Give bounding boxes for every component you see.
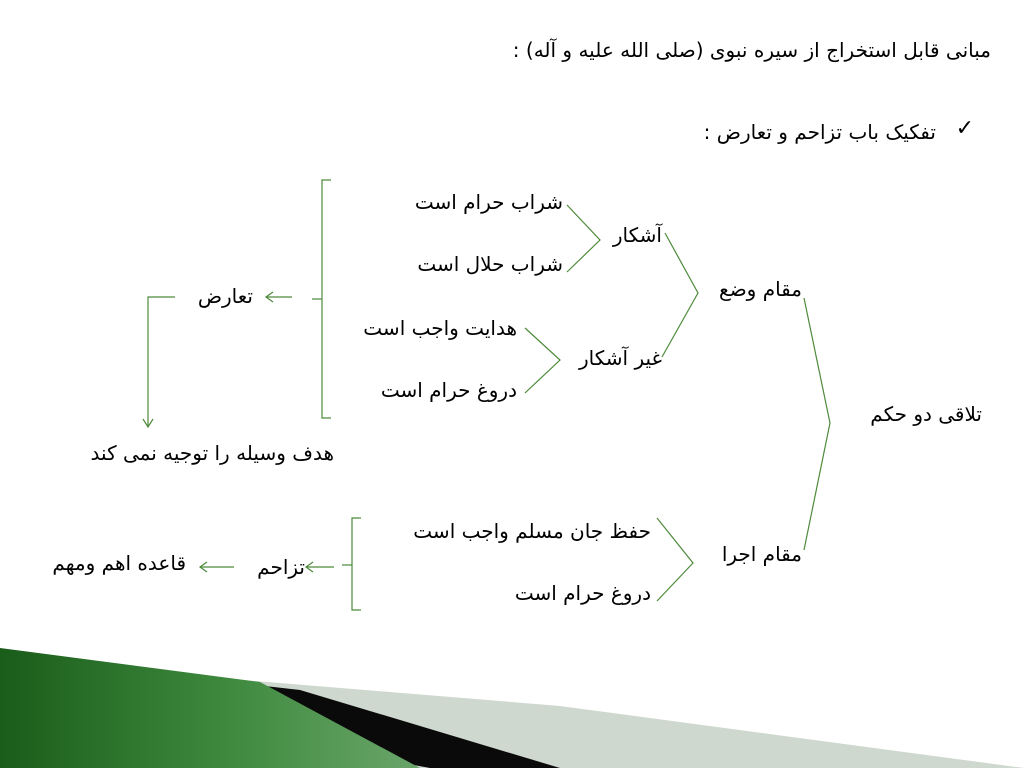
- implicit-node: غیر آشکار: [579, 346, 662, 370]
- contradiction-node: تعارض: [197, 284, 253, 308]
- conflict-result: قاعده اهم ومهم: [52, 551, 186, 575]
- execution-item-1: حفظ جان مسلم واجب است: [413, 519, 651, 543]
- implicit-item-1: هدایت واجب است: [363, 316, 517, 340]
- execution-node: مقام اجرا: [721, 542, 802, 566]
- contradiction-result: هدف وسیله را توجیه نمی کند: [90, 441, 334, 465]
- explicit-item-1: شراب حرام است: [414, 190, 563, 214]
- slide-title: مبانی قابل استخراج از سیره نبوی (صلی الله علیه و آله) :: [512, 38, 991, 62]
- root-node: تلاقی دو حکم: [870, 402, 982, 426]
- implicit-item-2: دروغ حرام است: [380, 378, 517, 402]
- execution-item-2: دروغ حرام است: [514, 581, 651, 605]
- checkmark-icon: ✓: [955, 116, 974, 141]
- placement-node: مقام وضع: [719, 277, 802, 301]
- explicit-item-2: شراب حلال است: [417, 252, 563, 276]
- explicit-node: آشکار: [612, 223, 662, 247]
- conflict-node: تزاحم: [257, 555, 305, 579]
- bullet-heading: تفکیک باب تزاحم و تعارض :: [703, 120, 936, 144]
